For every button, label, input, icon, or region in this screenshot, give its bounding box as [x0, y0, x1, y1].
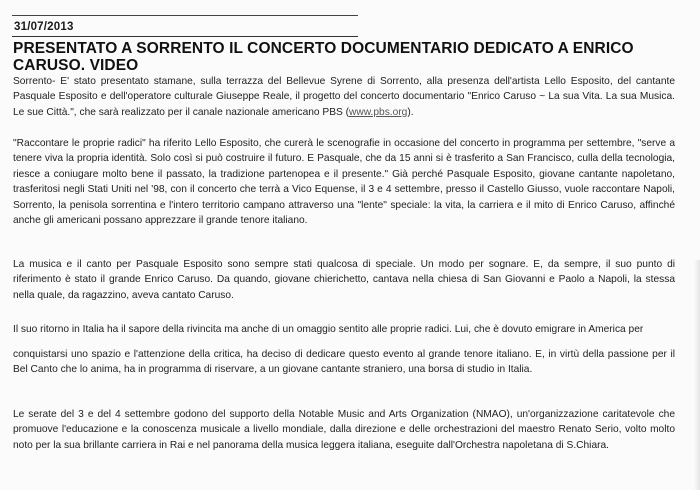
paragraph-5: conquistarsi uno spazio e l'attenzione della critica, ha deciso di dedicare questo evento al grande tenore italiano. E, in virtù della passione per il Bel Canto che lo anima, ha in programma di riservare, a un giovane cantante straniero, una borsa di studio in Italia.	[13, 349, 675, 376]
paragraph-1	[13, 74, 675, 120]
pbs-link[interactable]: www.pbs.org	[349, 106, 408, 118]
date-rule	[12, 36, 358, 37]
paragraph-6: Le serate del 3 e del 4 settembre godono del supporto della Notable Music and Arts Organization (NMAO), un'organizzazione caritatevole che promuove l'educazione e la conoscenza musicale a livello mondiale, dalla direzione e delle orchestrazioni del maestro Renato Serio, volto molto noto per la sua brillante carriera in Rai e nel panorama della musica leggera italiana, eseguite dall'Orchestra napoletana di S.Chiara.	[13, 409, 675, 451]
paragraph-3: La musica e il canto per Pasquale Esposito sono sempre stati qualcosa di speciale. Un modo per sognare. E, da sempre, il suo punto di riferimento è stato il grande Enrico Caruso. Da quando, giovane chierichetto, cantava nella chiesa di San Giovanni e Paolo a Napoli, la stessa nella quale, da ragazzino, aveva cantato Caruso.	[13, 259, 675, 301]
scan-edge-shadow	[694, 260, 700, 490]
top-rule	[12, 15, 358, 16]
paragraph-1-text: Sorrento- E' stato presentato stamane, sulla terrazza del Bellevue Syrene di Sorrento, alla presenza dell'artista Lello Esposito, del cantante Pasquale Esposito e dell'operatore culturale Giuseppe Reale, il progetto del concerto documentario "Enrico Caruso ~ La sua Vita. La sua Musica. Le sue Città.", che sarà realizzato per il canale nazionale americano PBS (	[13, 76, 675, 118]
paragraph-1-end: ).	[407, 106, 414, 118]
article-title: PRESENTATO A SORRENTO IL CONCERTO DOCUMENTARIO DEDICATO A ENRICO CARUSO. VIDEO	[13, 40, 634, 74]
paragraph-2: "Raccontare le proprie radici" ha riferito Lello Esposito, che curerà le scenografie in occasione del concerto in programma per settembre, "serve a tenere viva la propria identità. Solo così si può costruire il futuro. E Pasquale, che da 15 anni si è trasferito a San Francisco, culla della tecnologia, riesce a coniugare molto bene il passato, la tradizione partenopea e il presente." Già perché Pasquale Esposito, giovane cantante napoletano, trasferitosi negli Stati Uniti nel '98, con il concerto che terrà a Vico Equense, il 3 e 4 settembre, presso il Castello Giusso, vuole raccontare Napoli, Sorrento, la penisola sorrentina e l'intero territorio campano attraverso una "lente" speciale: la vita, la carriera e il mito di Enrico Caruso, affinché anche gli americani possano apprezzare il grande tenore italiano.	[13, 138, 675, 227]
paragraph-4: Il suo ritorno in Italia ha il sapore della rivincita ma anche di un omaggio sentito alle proprie radici. Lui, che è dovuto emigrare in America per	[13, 324, 644, 335]
article-date: 31/07/2013	[14, 21, 74, 33]
